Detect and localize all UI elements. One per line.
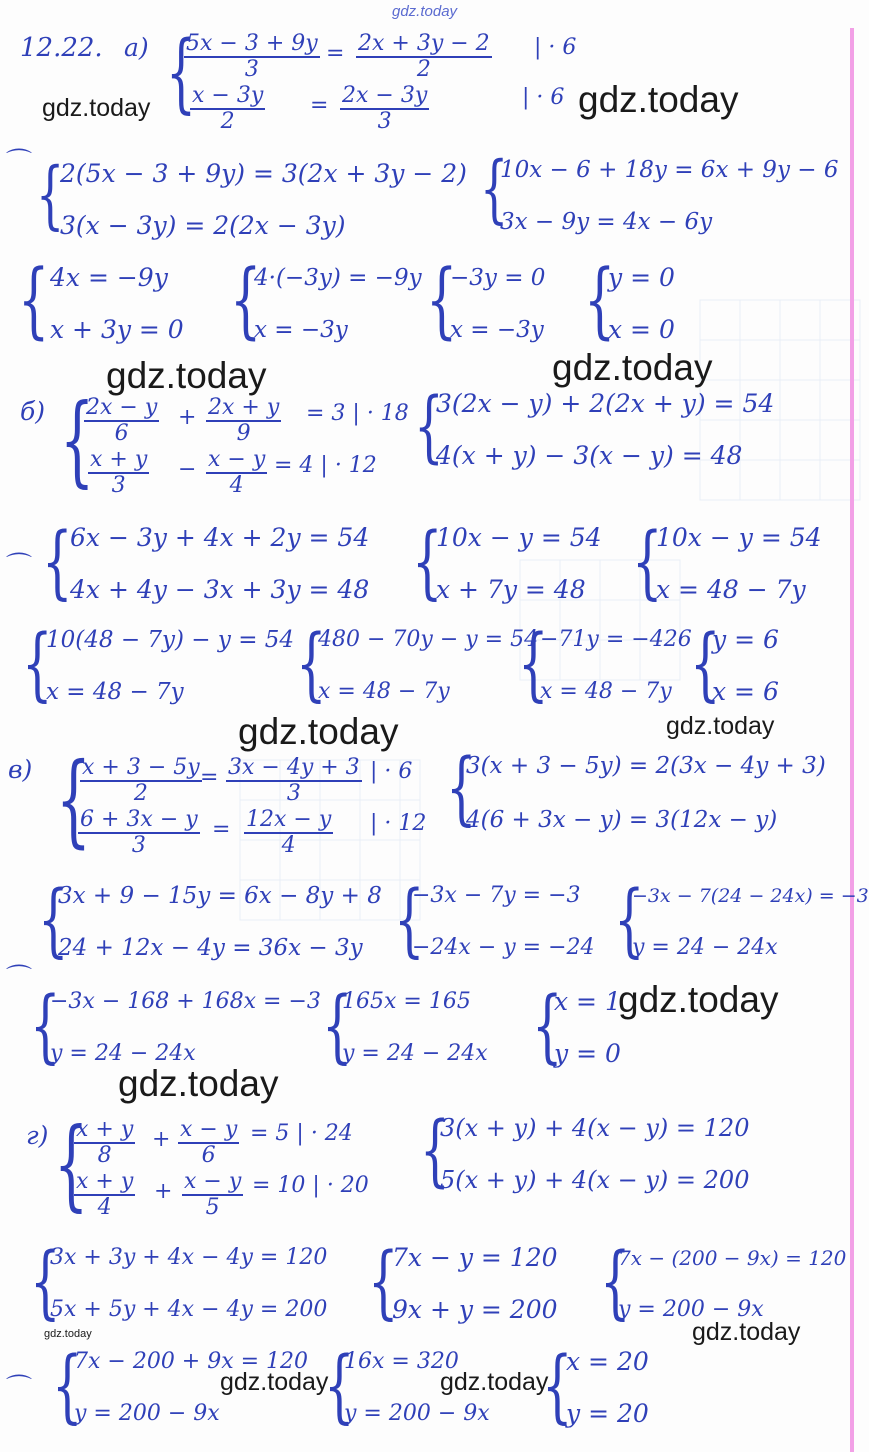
system-brace: {	[60, 384, 95, 498]
equation-line: 7x − (200 − 9x) = 120	[618, 1246, 847, 1270]
watermark: gdz.today	[578, 79, 739, 120]
system-brace: {	[394, 873, 425, 966]
system-brace: {	[166, 23, 197, 123]
equation-line: x = 20	[566, 1347, 649, 1376]
denominator: 6	[114, 421, 129, 446]
equals-sign: =	[200, 765, 219, 790]
system-brace: {	[324, 1339, 355, 1432]
equals-sign: =	[212, 817, 231, 842]
equivalence-arc-icon: ⌒	[6, 1374, 33, 1404]
numerator: 12x − y	[246, 807, 332, 832]
multiplier: | · 12	[370, 811, 427, 836]
equation-line: x = 0	[608, 315, 675, 344]
equation-line: 10x − 6 + 18y = 6x + 9y − 6	[500, 157, 839, 183]
denominator: 3	[111, 473, 126, 498]
numerator: 2x + 3y − 2	[358, 31, 490, 56]
equation-line: 10x − y = 54	[656, 523, 822, 552]
numerator: 2x + y	[208, 395, 280, 420]
numerator: 5x − 3 + 9y	[186, 31, 318, 56]
numerator: x + y	[90, 447, 148, 472]
equation-line: 4x = −9y	[50, 263, 168, 292]
equals-sign: =	[310, 93, 329, 118]
equals-sign: =	[326, 41, 345, 66]
system-brace: {	[584, 253, 616, 348]
equation-line: x + 7y = 48	[436, 575, 586, 604]
equation-line: y = 20	[566, 1399, 649, 1428]
equation-line: 7x − 200 + 9x = 120	[74, 1349, 309, 1374]
denominator: 3	[131, 833, 146, 858]
system-brace: {	[54, 1108, 89, 1222]
system-brace: {	[414, 382, 444, 472]
denominator: 5	[205, 1195, 220, 1220]
equation-line: 7x − y = 120	[392, 1243, 558, 1272]
equation-line: 4x + 4y − 3x + 3y = 48	[70, 575, 370, 604]
equation-line: −3x − 168 + 168x = −3	[50, 989, 321, 1014]
part-d-label: г)	[26, 1121, 49, 1150]
equation-line: 165x = 165	[342, 989, 471, 1014]
fraction	[206, 448, 267, 498]
numerator: x + y	[76, 1117, 134, 1142]
equation-line: y = 0	[554, 1039, 621, 1068]
operator: +	[154, 1179, 173, 1204]
equation-line: y = 24 − 24x	[342, 1041, 488, 1066]
system-brace: {	[30, 1235, 61, 1328]
system-brace: {	[38, 873, 69, 966]
equation-line: y = 24 − 24x	[632, 935, 778, 960]
system-brace: {	[412, 515, 443, 608]
system-brace: {	[36, 152, 65, 238]
equivalence-arc-icon: ⌒	[6, 964, 33, 994]
fraction	[244, 808, 333, 858]
system-brace: {	[52, 1339, 83, 1432]
multiplier: | · 6	[534, 35, 577, 60]
equation-line: 5x + 5y + 4x − 4y = 200	[50, 1297, 328, 1322]
denominator: 4	[97, 1195, 112, 1220]
equation-line: −71y = −426	[540, 627, 692, 652]
watermark: gdz.today	[42, 94, 151, 122]
fraction	[74, 1170, 135, 1220]
equation-line: x = 48 − 7y	[318, 679, 450, 704]
pink-margin-line	[850, 28, 854, 1452]
equation-line: y = 200 − 9x	[344, 1401, 490, 1426]
equation-line: x = 6	[712, 677, 779, 706]
equation-line: −3x − 7y = −3	[412, 883, 581, 908]
fraction	[78, 808, 200, 858]
fraction	[74, 1118, 135, 1168]
equation-line: 4·(−3y) = −9y	[254, 265, 422, 291]
problem-number: 12.22.	[20, 33, 103, 63]
part-b-label: б)	[20, 397, 46, 426]
fraction	[184, 32, 320, 82]
system-brace: {	[42, 515, 73, 608]
equation-line: 3(x + 3 − 5y) = 2(3x − 4y + 3)	[466, 753, 826, 779]
denominator: 3	[244, 57, 259, 82]
watermark: gdz.today	[666, 712, 775, 740]
denominator: 4	[229, 473, 244, 498]
watermark: gdz.today	[238, 711, 399, 752]
equation-rhs: = 3 | · 18	[306, 401, 409, 426]
fraction	[88, 448, 149, 498]
denominator: 6	[201, 1143, 216, 1168]
watermark: gdz.today	[44, 1328, 92, 1340]
system-brace: {	[446, 741, 477, 834]
system-brace: {	[614, 873, 645, 966]
equation-line: −3x − 7(24 − 24x) = −3	[632, 885, 869, 907]
equation-line: 6x − 3y + 4x + 2y = 54	[70, 523, 370, 552]
system-brace: {	[230, 253, 262, 348]
equation-line: 3(x + y) + 4(x − y) = 120	[440, 1114, 750, 1142]
numerator: x − y	[180, 1117, 238, 1142]
equation-line: 9x + y = 200	[392, 1295, 558, 1324]
system-brace: {	[56, 741, 91, 858]
equation-line: 5(x + y) + 4(x − y) = 200	[440, 1166, 750, 1194]
equation-line: x = 1	[554, 987, 621, 1016]
watermark: gdz.today	[618, 979, 779, 1020]
denominator: 3	[377, 109, 392, 134]
equation-line: 3x − 9y = 4x − 6y	[500, 209, 713, 235]
watermark: gdz.today	[106, 355, 267, 396]
fraction	[206, 396, 281, 446]
equation-line: y = 200 − 9x	[74, 1401, 220, 1426]
equation-line: 24 + 12x − 4y = 36x − 3y	[58, 935, 363, 961]
denominator: 2	[133, 781, 148, 806]
system-brace: {	[322, 979, 353, 1072]
numerator: 3x − 4y + 3	[228, 755, 360, 780]
denominator: 4	[281, 833, 296, 858]
system-brace: {	[632, 515, 663, 608]
fraction	[226, 756, 362, 806]
equation-line: x = −3y	[254, 317, 348, 343]
fraction	[80, 756, 202, 806]
equation-line: 4(6 + 3x − y) = 3(12x − y)	[466, 807, 778, 833]
system-brace: {	[518, 617, 549, 710]
part-c-label: в)	[8, 755, 33, 784]
operator: −	[178, 457, 197, 482]
fraction	[84, 396, 159, 446]
equation-line: 2(5x − 3 + 9y) = 3(2x + 3y − 2)	[60, 159, 467, 188]
system-brace: {	[532, 979, 563, 1072]
fraction	[178, 1118, 239, 1168]
system-brace: {	[480, 146, 509, 232]
numerator: 2x − y	[86, 395, 158, 420]
fraction	[356, 32, 492, 82]
system-brace: {	[296, 617, 327, 710]
watermark: gdz.today	[692, 1318, 801, 1346]
system-brace: {	[18, 253, 50, 348]
multiplier: | · 6	[370, 759, 413, 784]
equation-rhs: = 5 | · 24	[250, 1121, 353, 1146]
equation-line: 10x − y = 54	[436, 523, 602, 552]
watermark: gdz.today	[118, 1063, 279, 1104]
system-brace: {	[600, 1235, 631, 1328]
watermark-top: gdz.today	[392, 3, 458, 20]
denominator: 9	[236, 421, 251, 446]
numerator: x − y	[184, 1169, 242, 1194]
equation-line: 3(x − 3y) = 2(2x − 3y)	[60, 211, 346, 240]
system-brace: {	[368, 1235, 399, 1328]
numerator: x − 3y	[192, 83, 264, 108]
watermark: gdz.today	[220, 1368, 329, 1396]
system-brace: {	[30, 979, 61, 1072]
numerator: x + 3 − 5y	[82, 755, 200, 780]
numerator: x + y	[76, 1169, 134, 1194]
multiplier: | · 6	[522, 85, 565, 110]
system-brace: {	[542, 1339, 573, 1432]
equation-line: x = −3y	[450, 317, 544, 343]
equivalence-arc-icon: ⌒	[6, 552, 33, 582]
numerator: 6 + 3x − y	[80, 807, 198, 832]
equation-line: 3x + 3y + 4x − 4y = 120	[50, 1245, 328, 1270]
part-a-label: а)	[124, 33, 149, 62]
system-brace: {	[426, 253, 458, 348]
operator: +	[178, 405, 197, 430]
equation-line: 16x = 320	[344, 1349, 459, 1374]
watermark: gdz.today	[552, 347, 713, 388]
equation-line: y = 24 − 24x	[50, 1041, 196, 1066]
numerator: 2x − 3y	[342, 83, 428, 108]
equation-line: 480 − 70y − y = 54	[318, 627, 539, 652]
equation-line: −24x − y = −24	[412, 935, 595, 960]
equation-line: x = 48 − 7y	[540, 679, 672, 704]
fraction	[182, 1170, 243, 1220]
equivalence-arc-icon: ⌒	[6, 148, 33, 178]
equation-line: y = 6	[712, 625, 779, 654]
equation-line: −3y = 0	[450, 265, 546, 291]
denominator: 2	[220, 109, 235, 134]
equation-line: x = 48 − 7y	[656, 575, 806, 604]
equation-line: y = 0	[608, 263, 675, 292]
equation-rhs: = 4 | · 12	[274, 453, 377, 478]
equation-line: 4(x + y) − 3(x − y) = 48	[436, 441, 743, 470]
denominator: 3	[286, 781, 301, 806]
equation-line: 3(2x − y) + 2(2x + y) = 54	[436, 389, 775, 418]
equation-line: y = 200 − 9x	[618, 1297, 764, 1322]
system-brace: {	[690, 617, 721, 710]
equation-line: x = 48 − 7y	[46, 679, 184, 705]
denominator: 2	[416, 57, 431, 82]
system-brace: {	[420, 1106, 450, 1196]
fraction	[340, 84, 429, 134]
equation-line: 3x + 9 − 15y = 6x − 8y + 8	[58, 883, 382, 909]
equation-rhs: = 10 | · 20	[252, 1173, 369, 1198]
fraction	[190, 84, 265, 134]
denominator: 8	[97, 1143, 112, 1168]
system-brace: {	[22, 617, 53, 710]
equation-line: 10(48 − 7y) − y = 54	[46, 627, 295, 653]
equation-line: x + 3y = 0	[50, 315, 184, 344]
numerator: x − y	[208, 447, 266, 472]
watermark: gdz.today	[440, 1368, 549, 1396]
operator: +	[152, 1127, 171, 1152]
